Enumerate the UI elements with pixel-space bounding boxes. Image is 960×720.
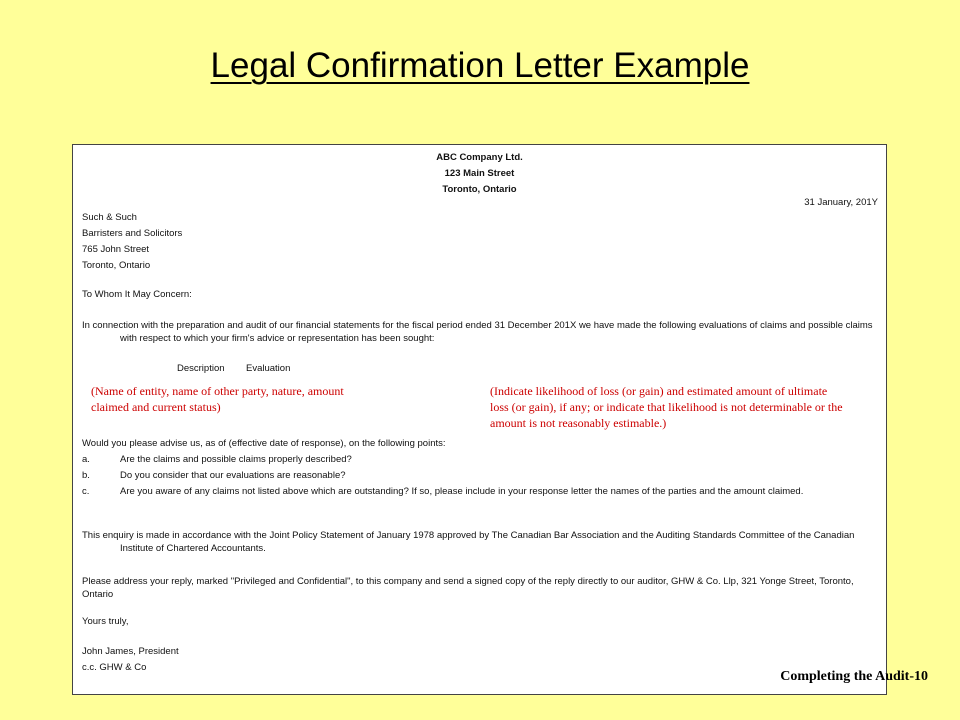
slide-title: Legal Confirmation Letter Example: [210, 46, 750, 85]
list-item: [82, 454, 878, 470]
list-text: Are the claims and possible claims properly described?: [120, 454, 352, 465]
description-note: (Name of entity, name of other party, nature, amount claimed and current status): [91, 384, 344, 414]
intro-paragraph: In connection with the preparation and audit of our financial statements for the fiscal period ended 31 December 201X we have made the following evaluations of claims and possible claims with respect to which your firm's advice or representation has been sought:: [82, 320, 873, 344]
list-marker: a.: [82, 454, 90, 465]
carbon-copy: c.c. GHW & Co: [82, 662, 147, 673]
recipient-line: Toronto, Ontario: [82, 260, 151, 271]
evaluation-note: (Indicate likelihood of loss (or gain) and estimated amount of ultimate loss (or gain), if any; or indicate that likelihood is not determinable or the amount is not reasonably estimable.): [490, 384, 843, 430]
list-marker: c.: [82, 486, 90, 497]
list-text: Are you aware of any claims not listed above which are outstanding? If so, please include in your response letter the names of the parties and the amount claimed.: [120, 486, 804, 497]
list-item: [82, 470, 878, 486]
column-description: Description: [177, 363, 225, 374]
recipient-line: 765 John Street: [82, 244, 150, 255]
recipient-address: [82, 212, 878, 276]
salutation: To Whom It May Concern:: [82, 289, 192, 300]
advise-intro: Would you please advise us, as of (effective date of response), on the following points:: [82, 438, 446, 449]
list-marker: b.: [82, 470, 90, 481]
points-list: [82, 454, 878, 516]
recipient-line: Barristers and Solicitors: [82, 228, 183, 239]
company-city: Toronto, Ontario: [442, 184, 517, 195]
recipient-line: Such & Such: [82, 212, 137, 223]
letter-date: 31 January, 201Y: [804, 197, 878, 208]
letter-document: [72, 144, 887, 695]
enquiry-paragraph: This enquiry is made in accordance with the Joint Policy Statement of January 1978 approved by The Canadian Bar Association and the Auditing Standards Committee of the Canadian Institute of Chartered Accountants.: [82, 530, 855, 554]
list-item: [82, 486, 878, 516]
company-street: 123 Main Street: [444, 168, 515, 179]
list-text: Do you consider that our evaluations are reasonable?: [120, 470, 346, 481]
closing: Yours truly,: [82, 616, 129, 627]
company-name: ABC Company Ltd.: [436, 152, 523, 163]
column-evaluation: Evaluation: [246, 363, 291, 374]
signature: John James, President: [82, 646, 179, 657]
letterhead: [73, 152, 886, 200]
reply-paragraph: Please address your reply, marked "Privileged and Confidential", to this company and send a signed copy of the reply directly to our auditor, GHW & Co. Llp, 321 Yonge Street, Toronto, Ontario: [82, 576, 854, 600]
slide-footer: Completing the Audit-10: [780, 669, 928, 684]
